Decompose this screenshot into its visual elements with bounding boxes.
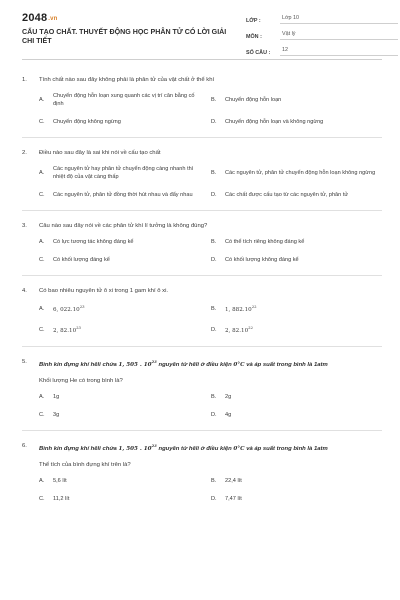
document-title: CẤU TẠO CHẤT. THUYẾT ĐỘNG HỌC PHÂN TỬ CÓ LỜI GIẢI CHI TIẾT: [22, 28, 227, 45]
option-b[interactable]: [211, 92, 383, 108]
option-letter: A.: [39, 170, 45, 176]
option-text: 7,47 lít: [225, 496, 242, 502]
question-text: Tính chất nào sau đây không phải là phân tử của vật chất ở thể khí: [39, 77, 215, 83]
question-number: 2.: [22, 150, 27, 156]
option-d[interactable]: [211, 118, 383, 126]
option-letter: B.: [211, 305, 217, 312]
formula-exponent: 22: [248, 325, 253, 330]
option-b[interactable]: [211, 303, 383, 314]
question-subtext: Thể tích của bình đựng khí trên là?: [39, 462, 131, 468]
question-number: 1.: [22, 77, 27, 83]
formula-base: 1, 505 . 10: [118, 362, 152, 368]
text-part: Bình kín đựng khí hêli chứa: [39, 446, 119, 452]
option-letter: B.: [211, 394, 217, 400]
question-text: Có bao nhiêu nguyên tử ô xi trong 1 gam khí ô xi.: [39, 288, 169, 294]
option-c[interactable]: [39, 118, 211, 126]
option-a[interactable]: [39, 165, 211, 181]
option-letter: D.: [211, 412, 217, 418]
logo-suffix: .vn: [48, 16, 58, 22]
formula-exponent: 23: [76, 325, 81, 330]
question-text: Câu nào sau đây nói về các phân tử khí lí tưởng là không đúng?: [39, 223, 208, 229]
formula: [118, 443, 157, 452]
option-a[interactable]: [39, 238, 211, 246]
option-a[interactable]: [39, 303, 211, 314]
option-a[interactable]: [39, 393, 211, 401]
meta-count-row: [246, 43, 398, 56]
option-text: Có lực tương tác không đáng kể: [53, 239, 134, 245]
option-letter: D.: [211, 119, 217, 125]
formula-exponent: 23: [151, 359, 157, 364]
option-letter: B.: [211, 97, 217, 103]
option-text: 5,6 lít: [53, 478, 67, 484]
formula-base: 1, 882.10: [225, 307, 252, 313]
option-letter: C.: [39, 326, 45, 333]
option-letter: B.: [211, 170, 217, 176]
option-c[interactable]: [39, 495, 211, 503]
formula: [118, 359, 157, 368]
divider: [22, 275, 382, 276]
option-a[interactable]: [39, 92, 211, 108]
option-text: Có thể tích riêng không đáng kể: [225, 239, 305, 245]
question-1: [22, 76, 382, 126]
option-text: Các chất được cấu tạo từ các nguyên tử, phân tử: [225, 192, 349, 198]
divider: [22, 430, 382, 431]
formula-base: 2, 82.10: [53, 328, 77, 334]
question-list: [22, 76, 382, 503]
option-text: Chuyển động hỗn loạn xung quanh các vị trí cân bằng cố định: [53, 93, 195, 107]
option-d[interactable]: [211, 256, 383, 264]
question-3: [22, 222, 382, 264]
site-logo[interactable]: [22, 12, 58, 24]
option-d[interactable]: [211, 324, 383, 335]
option-text: Chuyển động hỗn loạn và không ngừng: [225, 119, 324, 125]
option-formula: [225, 303, 383, 314]
divider: [22, 346, 382, 347]
option-text: Chuyển động hỗn loạn: [225, 97, 282, 103]
option-text: Có khối lượng không đáng kể: [225, 257, 299, 263]
option-b[interactable]: [211, 477, 383, 485]
option-text: 3g: [53, 412, 60, 418]
option-letter: C.: [39, 257, 45, 263]
option-text: Chuyển động không ngừng: [53, 119, 121, 125]
formula-base: 6, 022.10: [53, 307, 80, 313]
option-letter: A.: [39, 239, 45, 245]
option-b[interactable]: [211, 238, 383, 246]
option-c[interactable]: [39, 324, 211, 335]
document-meta: [246, 11, 398, 59]
option-letter: B.: [211, 478, 217, 484]
formula-base: 1, 505 . 10: [118, 446, 152, 452]
formula-exponent: 22: [251, 304, 257, 309]
question-number: 3.: [22, 223, 27, 229]
meta-subject-row: [246, 27, 398, 40]
text-part: và áp suất trong bình là 1atm: [244, 362, 328, 368]
option-letter: B.: [211, 239, 217, 245]
option-text: Có khối lượng đáng kể: [53, 257, 110, 263]
meta-count-label: SỐ CÂU :: [246, 50, 271, 56]
option-a[interactable]: [39, 477, 211, 485]
option-c[interactable]: [39, 191, 211, 199]
temperature: 0°C: [233, 446, 245, 452]
option-letter: A.: [39, 478, 45, 484]
question-text: [39, 442, 382, 453]
meta-class-row: [246, 11, 398, 24]
option-text: 4g: [225, 412, 232, 418]
formula-base: 2, 82.10: [225, 328, 249, 334]
option-text: Các nguyên tử, phân tử đồng thời hút nhau và đẩy nhau: [53, 192, 193, 198]
option-formula: [53, 324, 211, 335]
option-c[interactable]: [39, 411, 211, 419]
option-b[interactable]: [211, 393, 383, 401]
option-letter: C.: [39, 119, 45, 125]
question-4: [22, 287, 382, 335]
text-part: và áp suất trong bình là 1atm: [244, 446, 328, 452]
option-d[interactable]: [211, 411, 383, 419]
question-text: Điều nào sau đây là sai khi nói về cấu tạo chất: [39, 150, 161, 156]
option-text: 1g: [53, 394, 60, 400]
option-letter: A.: [39, 305, 45, 312]
option-formula: [53, 303, 211, 314]
divider: [22, 137, 382, 138]
text-part: Bình kín đựng khí hêli chứa: [39, 362, 119, 368]
formula-exponent: 23: [79, 304, 85, 309]
meta-count-value: 12: [280, 47, 398, 56]
option-d[interactable]: [211, 495, 383, 503]
option-letter: D.: [211, 326, 217, 333]
option-letter: C.: [39, 496, 45, 502]
option-c[interactable]: [39, 256, 211, 264]
meta-class-value: Lớp 10: [280, 15, 398, 24]
question-text: [39, 358, 382, 369]
option-text: Các nguyên tử hay phân tử chuyển động càng nhanh thì nhiệt độ của vật càng thấp: [53, 166, 194, 180]
text-part: nguyên tử hêli ở điều kiện: [156, 362, 234, 368]
question-6: [22, 442, 382, 503]
formula-exponent: 23: [151, 443, 157, 448]
question-subtext: Khối lượng He có trong bình là?: [39, 378, 123, 384]
question-5: [22, 358, 382, 419]
meta-subject-label: MÔN :: [246, 34, 262, 40]
option-letter: D.: [211, 496, 217, 502]
text-part: nguyên tử hêli ở điều kiện: [156, 446, 234, 452]
option-letter: A.: [39, 394, 45, 400]
option-letter: D.: [211, 192, 217, 198]
logo-text: 2048: [22, 12, 48, 24]
option-b[interactable]: [211, 165, 383, 181]
option-text: Các nguyên tử, phân tử chuyển động hỗn loạn không ngừng: [225, 170, 376, 176]
question-2: [22, 149, 382, 199]
option-formula: [225, 324, 383, 335]
option-letter: C.: [39, 412, 45, 418]
option-d[interactable]: [211, 191, 383, 199]
meta-class-label: LỚP :: [246, 18, 261, 24]
option-letter: D.: [211, 257, 217, 263]
option-letter: A.: [39, 97, 45, 103]
divider: [22, 210, 382, 211]
question-number: 5.: [22, 359, 27, 365]
option-text: 2g: [225, 394, 232, 400]
question-number: 6.: [22, 443, 27, 449]
option-text: 11,2 lít: [53, 496, 70, 502]
question-number: 4.: [22, 288, 27, 294]
option-text: 22,4 lít: [225, 478, 242, 484]
meta-subject-value: Vật lý: [280, 31, 398, 40]
document-header: [22, 0, 382, 60]
option-letter: C.: [39, 192, 45, 198]
temperature: 0°C: [233, 362, 245, 368]
